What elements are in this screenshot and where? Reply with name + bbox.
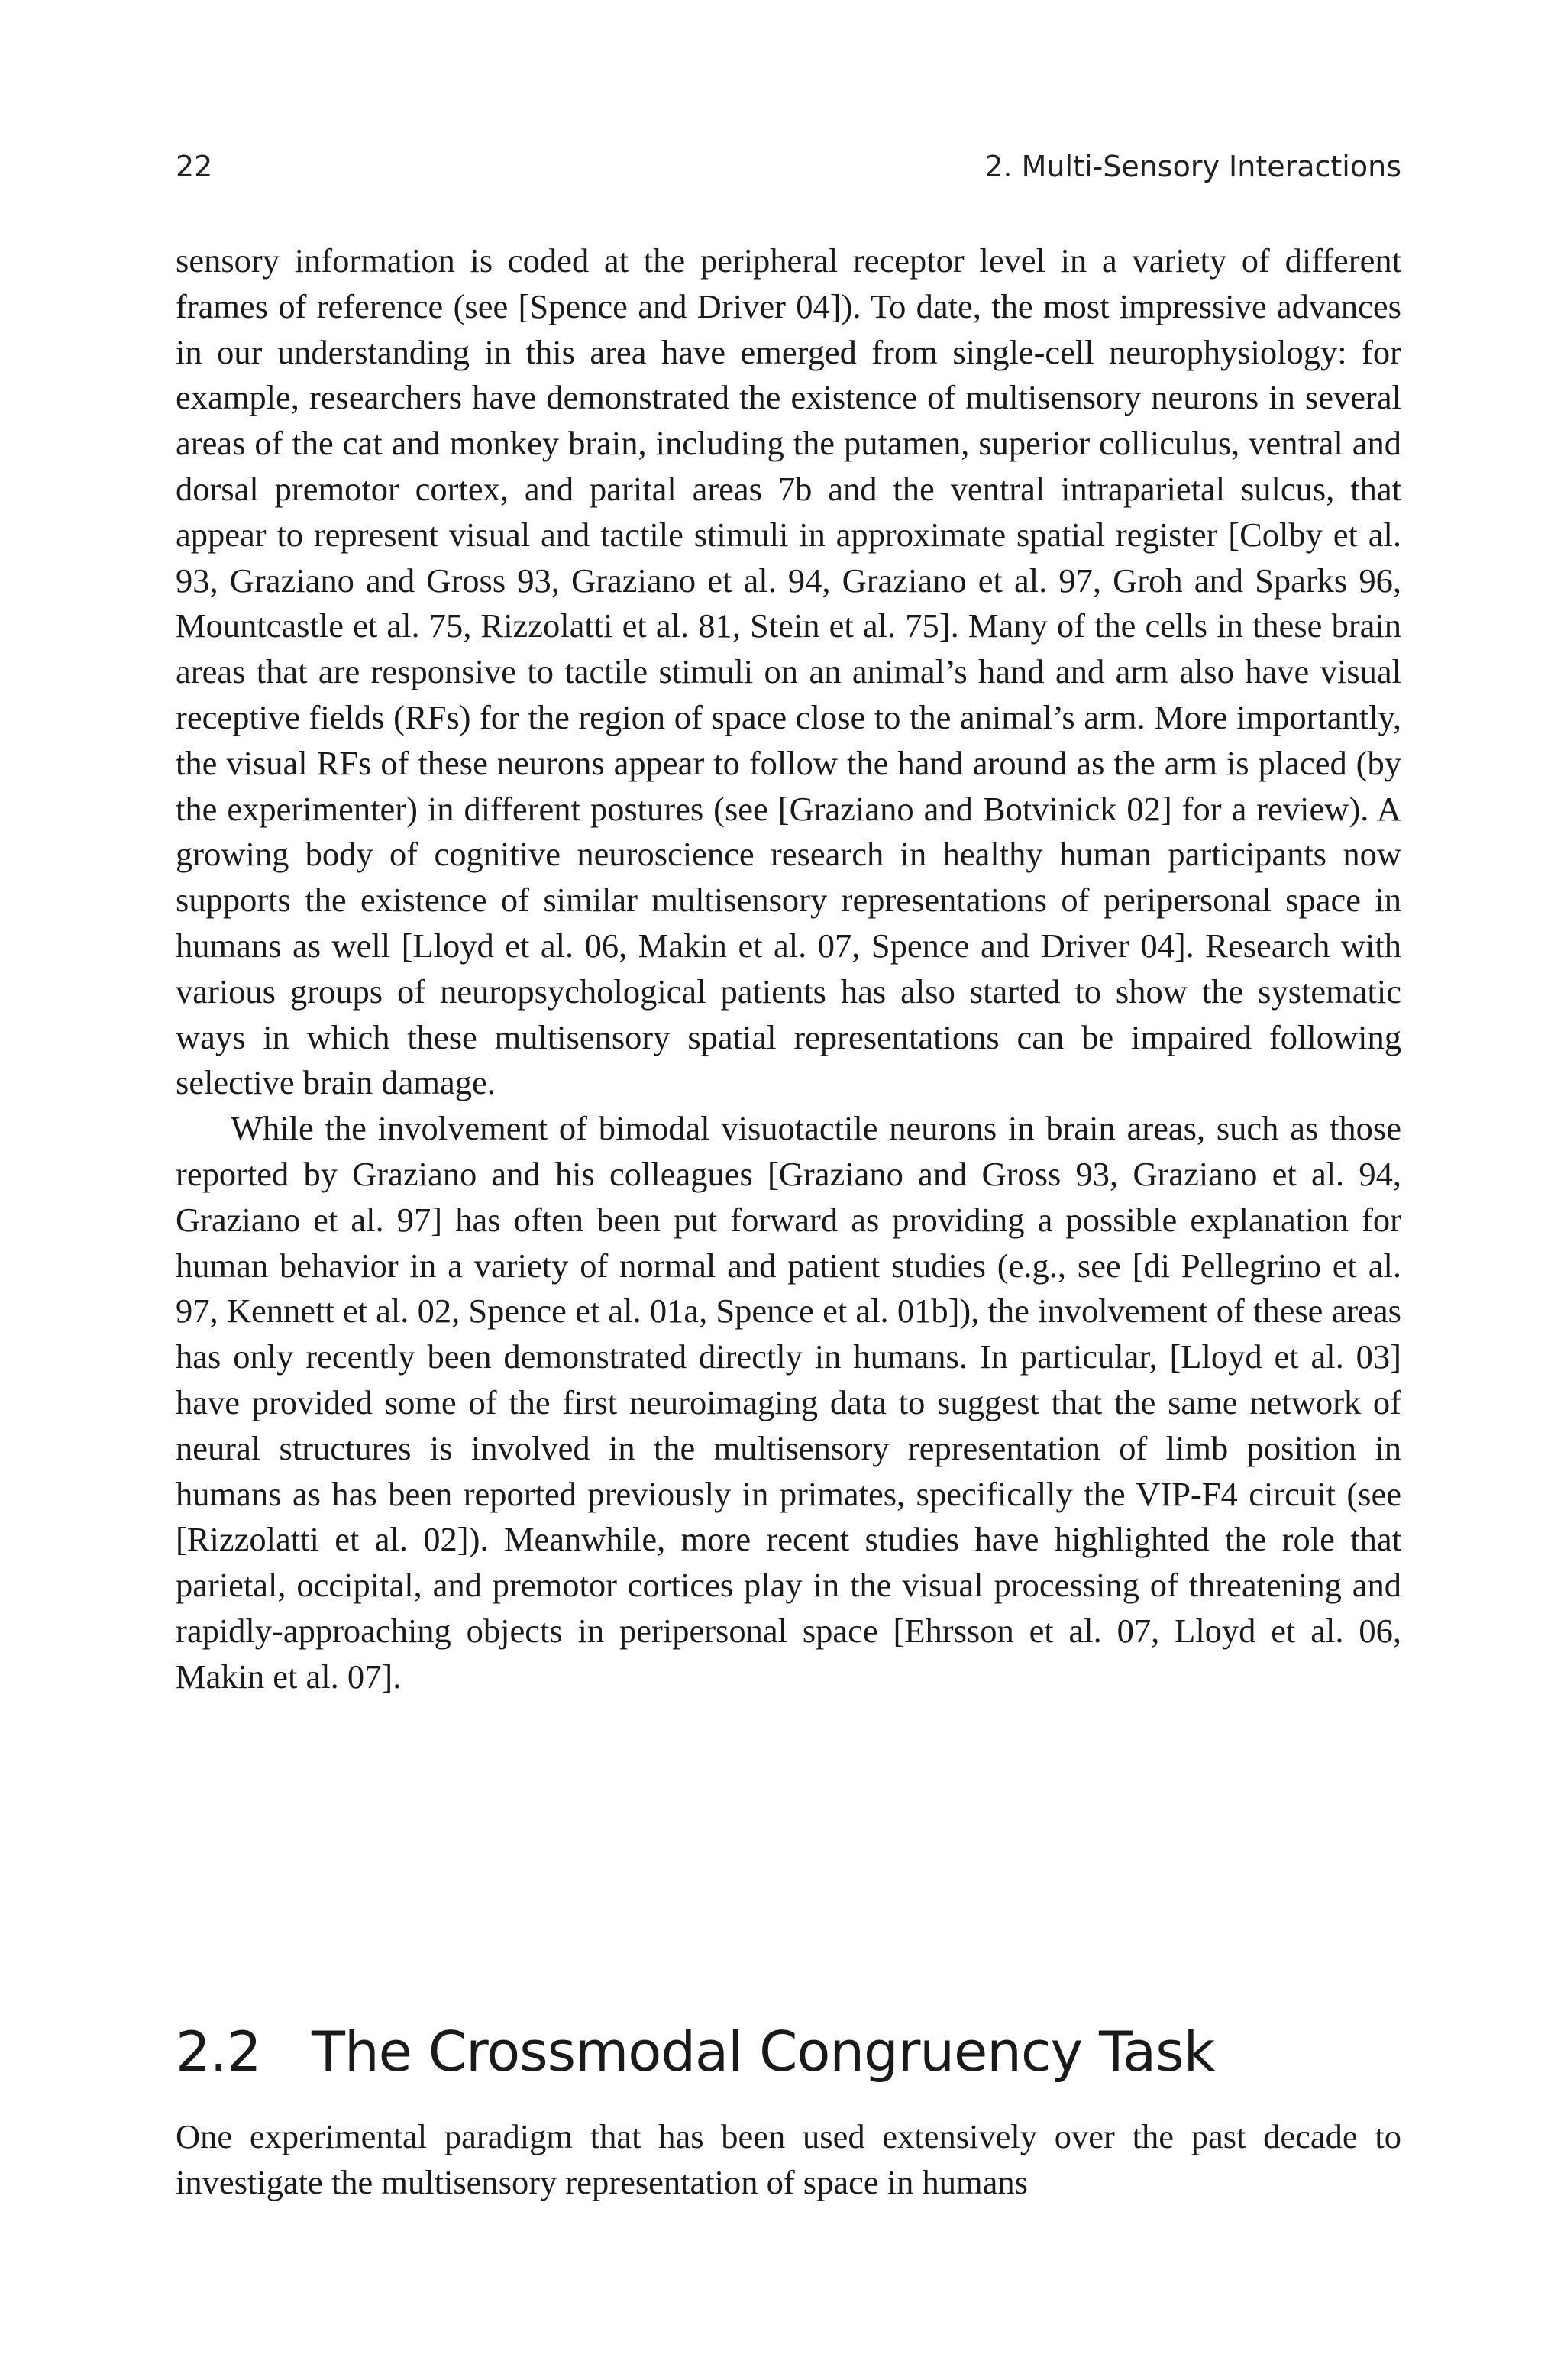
paragraph: One experimental paradigm that has been used extensively over the past decade to investigate the multisensory representation of space in humans (176, 2117, 1401, 2201)
page-number: 22 (176, 150, 213, 183)
section-number: 2.2 (176, 2019, 261, 2084)
paragraph: While the involvement of bimodal visuotactile neurons in brain areas, such as those reported by Graziano and his colleagues [Graziano and Gross 93, Graziano et al. 94, Graziano et al. 97] has often been put forward as providing a possible explanation for human behavior in a variety of normal and patient studies (e.g., see [di Pellegrino et al. 97, Kennett et al. 02, Spence et al. 01a, Spence et al. 01b]), the involvement of these areas has only recently been demonstrated directly in humans. In particular, [Lloyd et al. 03] have provided some of the first neuroimaging data to suggest that the same network of neural structures is involved in the multisensory representation of limb position in humans as has been reported previously in primates, specifically the VIP-F4 circuit (see [Rizzolatti et al. 02]). Meanwhile, more recent studies have highlighted the role that parietal, occipital, and premotor cortices play in the visual processing of threatening and rapidly-approaching objects in peripersonal space [Ehrsson et al. 07, Lloyd et al. 06, Makin et al. 07]. (176, 1109, 1401, 1696)
paragraph: sensory information is coded at the peripheral receptor level in a variety of different frames of reference (see [Spence and Driver 04]). To date, the most impressive advances in our understanding in this area have emerged from single-cell neurophysiology: for example, researchers have demonstrated the existence of multisensory neurons in several areas of the cat and monkey brain, including the putamen, superior colliculus, ventral and dorsal premotor cortex, and parital areas 7b and the ventral intraparietal sulcus, that appear to represent visual and tactile stimuli in approximate spatial register [Colby et al. 93, Graziano and Gross 93, Graziano et al. 94, Graziano et al. 97, Groh and Sparks 96, Mountcastle et al. 75, Rizzolatti et al. 81, Stein et al. 75]. Many of the cells in these brain areas that are responsive to tactile stimuli on an animal’s hand and arm also have visual receptive fields (RFs) for the region of space close to the animal’s arm. More importantly, the visual RFs of these neurons appear to follow the hand around as the arm is placed (by the experimenter) in different postures (see [Graziano and Botvinick 02] for a review). A growing body of cognitive neuroscience research in healthy human participants now supports the existence of similar multisensory representations of peripersonal space in humans as well [Lloyd et al. 06, Makin et al. 07, Spence and Driver 04]. Research with various groups of neuropsychological patients has also started to show the systematic ways in which these multisensory spatial representations can be impaired following selective brain damage. (176, 241, 1401, 1102)
body-text (176, 238, 1401, 1700)
chapter-title: 2. Multi-Sensory Interactions (984, 150, 1401, 183)
running-head (176, 145, 1401, 188)
section-title: The Crossmodal Congruency Task (312, 2019, 1215, 2084)
section-body (176, 2114, 1401, 2206)
section-heading (176, 2013, 1401, 2090)
